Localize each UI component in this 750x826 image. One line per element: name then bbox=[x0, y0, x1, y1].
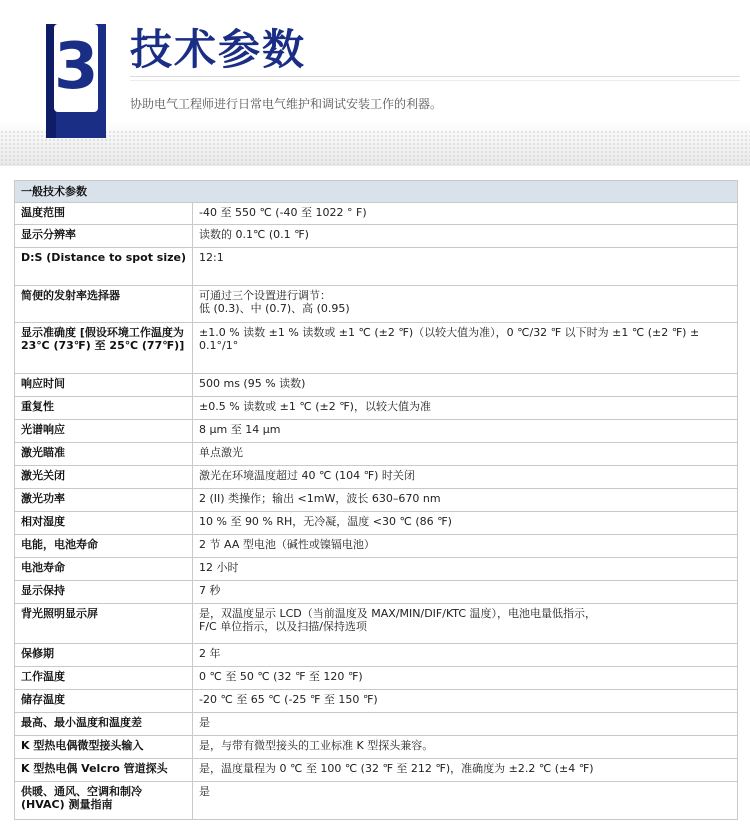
spec-value: -40 至 550 ℃ (-40 至 1022 ° F) bbox=[193, 203, 738, 225]
spec-value: 是，双温度显示 LCD（当前温度及 MAX/MIN/DIF/KTC 温度），电池电量低指示， F/C 单位指示，以及扫描/保持选项 bbox=[193, 604, 738, 644]
spec-table bbox=[14, 180, 738, 820]
spec-row bbox=[15, 736, 738, 759]
spec-row bbox=[15, 581, 738, 604]
spec-row bbox=[15, 690, 738, 713]
spec-row bbox=[15, 535, 738, 558]
spec-label: K 型热电偶 Velcro 管道探头 bbox=[15, 759, 193, 782]
spec-label: 工作温度 bbox=[15, 667, 193, 690]
spec-row bbox=[15, 759, 738, 782]
spec-value: ±1.0 % 读数 ±1 % 读数或 ±1 ℃ (±2 ℉)（以较大值为准），0 ℃/32 ℉ 以下时为 ±1 ℃ (±2 ℉) ± 0.1°/1° bbox=[193, 323, 738, 374]
section-number: 3 bbox=[54, 30, 99, 104]
spec-label: 简便的发射率选择器 bbox=[15, 286, 193, 323]
spec-label: 最高、最小温度和温度差 bbox=[15, 713, 193, 736]
spec-value: 12:1 bbox=[193, 248, 738, 286]
spec-row bbox=[15, 374, 738, 397]
spec-value: 可通过三个设置进行调节： 低 (0.3)、中 (0.7)、高 (0.95) bbox=[193, 286, 738, 323]
spec-row bbox=[15, 466, 738, 489]
spec-row bbox=[15, 203, 738, 225]
spec-value: 读数的 0.1℃ (0.1 ℉) bbox=[193, 225, 738, 248]
spec-label: 激光功率 bbox=[15, 489, 193, 512]
spec-label: 激光瞄准 bbox=[15, 443, 193, 466]
spec-value: 是 bbox=[193, 713, 738, 736]
title-divider bbox=[130, 76, 740, 77]
spec-label: 电能，电池寿命 bbox=[15, 535, 193, 558]
spec-row bbox=[15, 667, 738, 690]
spec-value: 12 小时 bbox=[193, 558, 738, 581]
spec-label: 储存温度 bbox=[15, 690, 193, 713]
spec-row bbox=[15, 489, 738, 512]
spec-row bbox=[15, 248, 738, 286]
spec-label: 重复性 bbox=[15, 397, 193, 420]
spec-row bbox=[15, 225, 738, 248]
spec-label: 显示准确度 [假设环境工作温度为 23℃ (73℉) 至 25℃ (77℉)] bbox=[15, 323, 193, 374]
title-divider-light bbox=[130, 80, 740, 81]
spec-value: 单点激光 bbox=[193, 443, 738, 466]
banner-dot-pattern bbox=[0, 130, 750, 166]
spec-value: 7 秒 bbox=[193, 581, 738, 604]
spec-value: 10 % 至 90 % RH，无冷凝，温度 <30 ℃ (86 ℉) bbox=[193, 512, 738, 535]
header-banner bbox=[0, 0, 750, 166]
spec-value: 0 ℃ 至 50 ℃ (32 ℉ 至 120 ℉) bbox=[193, 667, 738, 690]
spec-value: 2 节 AA 型电池（碱性或镍镉电池） bbox=[193, 535, 738, 558]
spec-row bbox=[15, 558, 738, 581]
spec-value: 2 (II) 类操作；输出 <1mW，波长 630–670 nm bbox=[193, 489, 738, 512]
spec-value: ±0.5 % 读数或 ±1 ℃ (±2 ℉)，以较大值为准 bbox=[193, 397, 738, 420]
spec-row bbox=[15, 286, 738, 323]
spec-label: 保修期 bbox=[15, 644, 193, 667]
spec-label: 光谱响应 bbox=[15, 420, 193, 443]
spec-value: 是，温度量程为 0 ℃ 至 100 ℃ (32 ℉ 至 212 ℉)，准确度为 ±2.2 ℃ (±4 ℉) bbox=[193, 759, 738, 782]
spec-row bbox=[15, 397, 738, 420]
spec-row bbox=[15, 644, 738, 667]
spec-value: -20 ℃ 至 65 ℃ (-25 ℉ 至 150 ℉) bbox=[193, 690, 738, 713]
spec-label: 温度范围 bbox=[15, 203, 193, 225]
spec-row bbox=[15, 420, 738, 443]
spec-label: 电池寿命 bbox=[15, 558, 193, 581]
spec-value: 是，与带有微型接头的工业标准 K 型探头兼容。 bbox=[193, 736, 738, 759]
spec-label: 背光照明显示屏 bbox=[15, 604, 193, 644]
spec-label: K 型热电偶微型接头输入 bbox=[15, 736, 193, 759]
page-subtitle: 协助电气工程师进行日常电气维护和调试安装工作的利器。 bbox=[130, 97, 443, 111]
spec-table-header-row bbox=[15, 181, 738, 203]
spec-value: 是 bbox=[193, 782, 738, 820]
spec-value: 激光在环境温度超过 40 ℃ (104 ℉) 时关闭 bbox=[193, 466, 738, 489]
spec-label: 显示分辨率 bbox=[15, 225, 193, 248]
spec-row bbox=[15, 713, 738, 736]
spec-label: 响应时间 bbox=[15, 374, 193, 397]
spec-value: 2 年 bbox=[193, 644, 738, 667]
spec-table-body bbox=[15, 181, 738, 820]
spec-label: D:S (Distance to spot size) bbox=[15, 248, 193, 286]
spec-label: 相对湿度 bbox=[15, 512, 193, 535]
spec-label: 显示保持 bbox=[15, 581, 193, 604]
spec-value: 8 µm 至 14 µm bbox=[193, 420, 738, 443]
spec-row bbox=[15, 323, 738, 374]
spec-label: 供暖、通风、空调和制冷 (HVAC) 测量指南 bbox=[15, 782, 193, 820]
spec-row bbox=[15, 512, 738, 535]
spec-value: 500 ms (95 % 读数) bbox=[193, 374, 738, 397]
spec-label: 激光关闭 bbox=[15, 466, 193, 489]
spec-row bbox=[15, 782, 738, 820]
spec-row bbox=[15, 604, 738, 644]
spec-table-section-title: 一般技术参数 bbox=[15, 181, 738, 203]
page-title: 技术参数 bbox=[130, 25, 307, 74]
spec-row bbox=[15, 443, 738, 466]
